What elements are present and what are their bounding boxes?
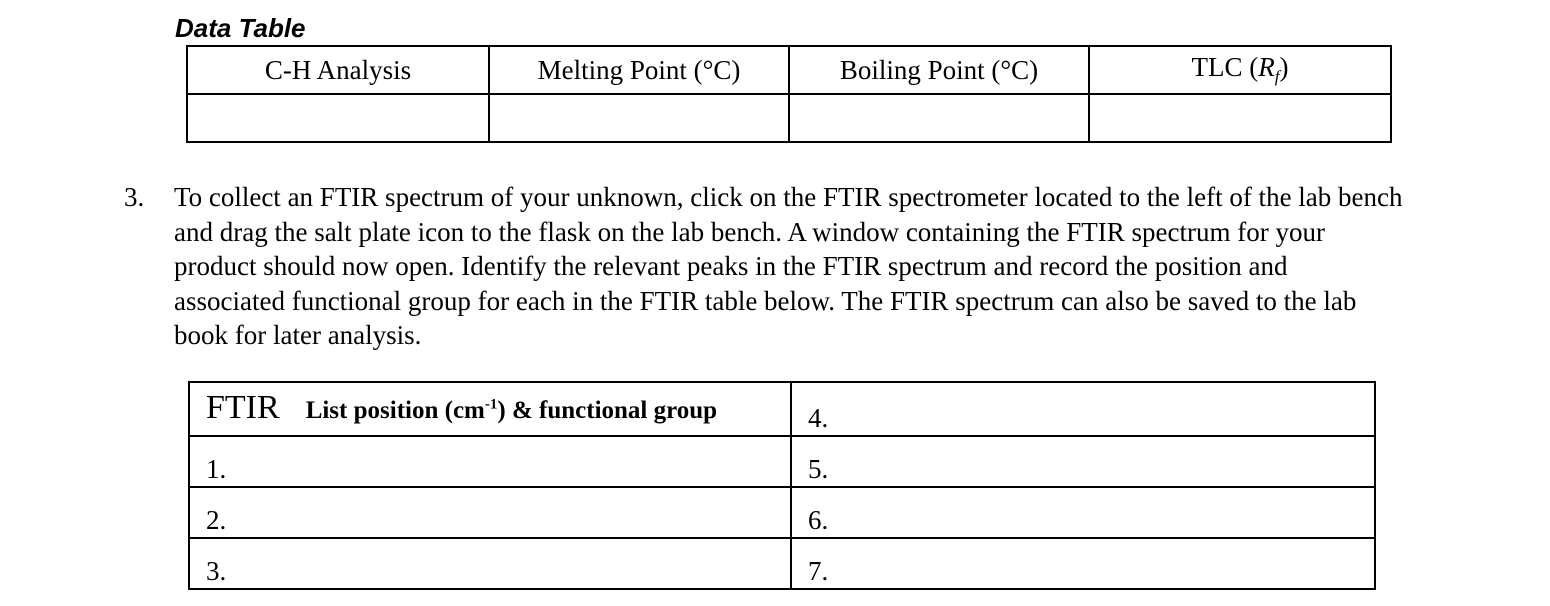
boiling-point-entry-cell[interactable] bbox=[789, 94, 1089, 142]
question-text: To collect an FTIR spectrum of your unknown, click on the FTIR spectrometer located to the left of the lab bench and drag the salt plate icon to the flask on the lab bench. A window containing the FTIR spectrum for your product should now open. Identify the relevant peaks in the FTIR spectrum and record the position and associated functional group for each in the FTIR table below. The FTIR spectrum can also be saved to the lab book for later analysis. bbox=[174, 182, 1403, 350]
ftir-subtitle bbox=[306, 397, 717, 424]
header-ch-analysis: C-H Analysis bbox=[187, 46, 489, 94]
ftir-row bbox=[189, 538, 1375, 589]
ftir-header-cell bbox=[189, 382, 791, 436]
ftir-entry-5[interactable]: 5. bbox=[791, 436, 1375, 487]
ftir-subtitle-pre: List position (cm bbox=[305, 396, 485, 424]
melting-point-entry-cell[interactable] bbox=[489, 94, 789, 142]
data-table-title: Data Table bbox=[175, 13, 306, 43]
header-tlc bbox=[1089, 46, 1391, 94]
ftir-label: FTIR bbox=[206, 388, 280, 426]
question-3 bbox=[124, 180, 1404, 353]
tlc-subscript: f bbox=[1274, 67, 1280, 87]
tlc-symbol: R bbox=[1258, 51, 1275, 82]
ftir-subtitle-post: ) & functional group bbox=[497, 396, 718, 424]
data-table-header-row bbox=[187, 46, 1391, 94]
ftir-entry-3[interactable]: 3. bbox=[189, 538, 791, 589]
ftir-row bbox=[189, 436, 1375, 487]
question-number: 3. bbox=[124, 182, 145, 212]
ftir-table bbox=[188, 381, 1376, 590]
ftir-row bbox=[189, 487, 1375, 538]
ftir-entry-6[interactable]: 6. bbox=[791, 487, 1375, 538]
tlc-open: TLC ( bbox=[1191, 51, 1259, 82]
ftir-entry-7[interactable]: 7. bbox=[791, 538, 1375, 589]
ch-analysis-entry-cell[interactable] bbox=[187, 94, 489, 142]
tlc-close: ) bbox=[1279, 51, 1289, 82]
ftir-entry-4[interactable]: 4. bbox=[791, 382, 1375, 436]
data-table bbox=[186, 45, 1392, 143]
header-melting-point: Melting Point (°C) bbox=[489, 46, 789, 94]
header-boiling-point: Boiling Point (°C) bbox=[789, 46, 1089, 94]
data-table-entry-row bbox=[187, 94, 1391, 142]
ftir-subtitle-sup: -1 bbox=[484, 396, 498, 413]
ftir-entry-2[interactable]: 2. bbox=[189, 487, 791, 538]
tlc-entry-cell[interactable] bbox=[1089, 94, 1391, 142]
ftir-entry-1[interactable]: 1. bbox=[189, 436, 791, 487]
ftir-header-row bbox=[189, 382, 1375, 436]
